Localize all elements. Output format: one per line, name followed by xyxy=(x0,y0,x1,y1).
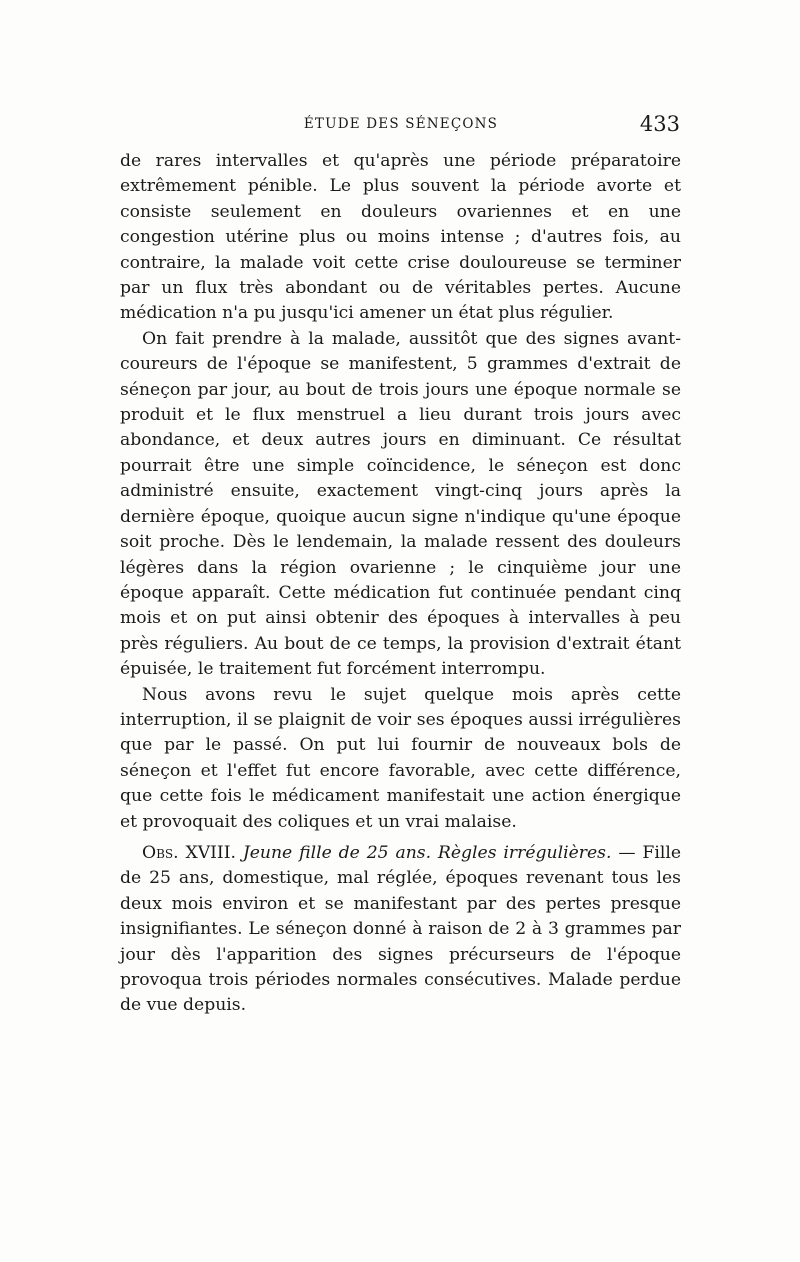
paragraph-continued: de rares intervalles et qu'après une période préparatoire extrêmement pénible. Le plus souvent la période avorte et consiste seulement en douleurs ovariennes et en une congestion utérine plus ou moins intense ; d'autres fois, au contraire, la malade voit cette crise douloureuse se terminer par un flux très abondant ou de véritables pertes. Aucune médication n'a pu jusqu'ici amener un état plus régulier. xyxy=(120,151,681,324)
observation-title: Jeune fille de 25 ans. Règles irrégulières. xyxy=(242,842,612,863)
observation-text: Fille de 25 ans, domestique, mal réglée, époques revenant tous les deux mois environ et se manifestant par des pertes presque insignifiantes. Le séneçon donné à raison de 2 à 3 grammes par jour dès l'apparition des signes précurseurs de l'époque provoqua trois périodes normales consécutives. Malade perdue de vue depuis. xyxy=(120,842,681,1016)
observation-label: Obs. XVIII. xyxy=(142,842,236,863)
paragraph-treatment: On fait prendre à la malade, aussitôt que des signes avant-coureurs de l'époque se manifestent, 5 grammes d'extrait de séneçon par jour, au bout de trois jours une époque normale se produit et le flux menstruel a lieu durant trois jours avec abondance, et deux autres jours en diminuant. Ce résultat pourrait être une simple coïncidence, le séneçon est donc administré ensuite, exactement vingt-cinq jours après la dernière époque, quoique aucun signe n'indique qu'une époque soit proche. Dès le lendemain, la malade ressent des douleurs légères dans la région ovarienne ; le cinquième jour une époque apparaît. Cette médication fut continuée pendant cinq mois et on put ainsi obtenir des époques à intervalles à peu près réguliers. Au bout de ce temps, la provision d'extrait étant épuisée, le traitement fut forcément interrompu. xyxy=(120,328,681,680)
running-title: ÉTUDE DES SÉNEÇONS xyxy=(303,116,499,132)
running-head xyxy=(120,112,682,142)
page-number: 433 xyxy=(639,112,680,136)
observation-dash: — xyxy=(618,842,636,863)
paragraph-followup: Nous avons revu le sujet quelque mois après cette interruption, il se plaignit de voir ses époques aussi irrégulières que par le passé. On put lui fournir de nouveaux bols de séneçon et l'effet fut encore favorable, avec cette différence, que cette fois le médicament manifestait une action énergique et provoquait des coliques et un vrai malaise. xyxy=(120,684,681,832)
observation-paragraph xyxy=(120,841,681,1019)
body-text xyxy=(120,149,681,1019)
